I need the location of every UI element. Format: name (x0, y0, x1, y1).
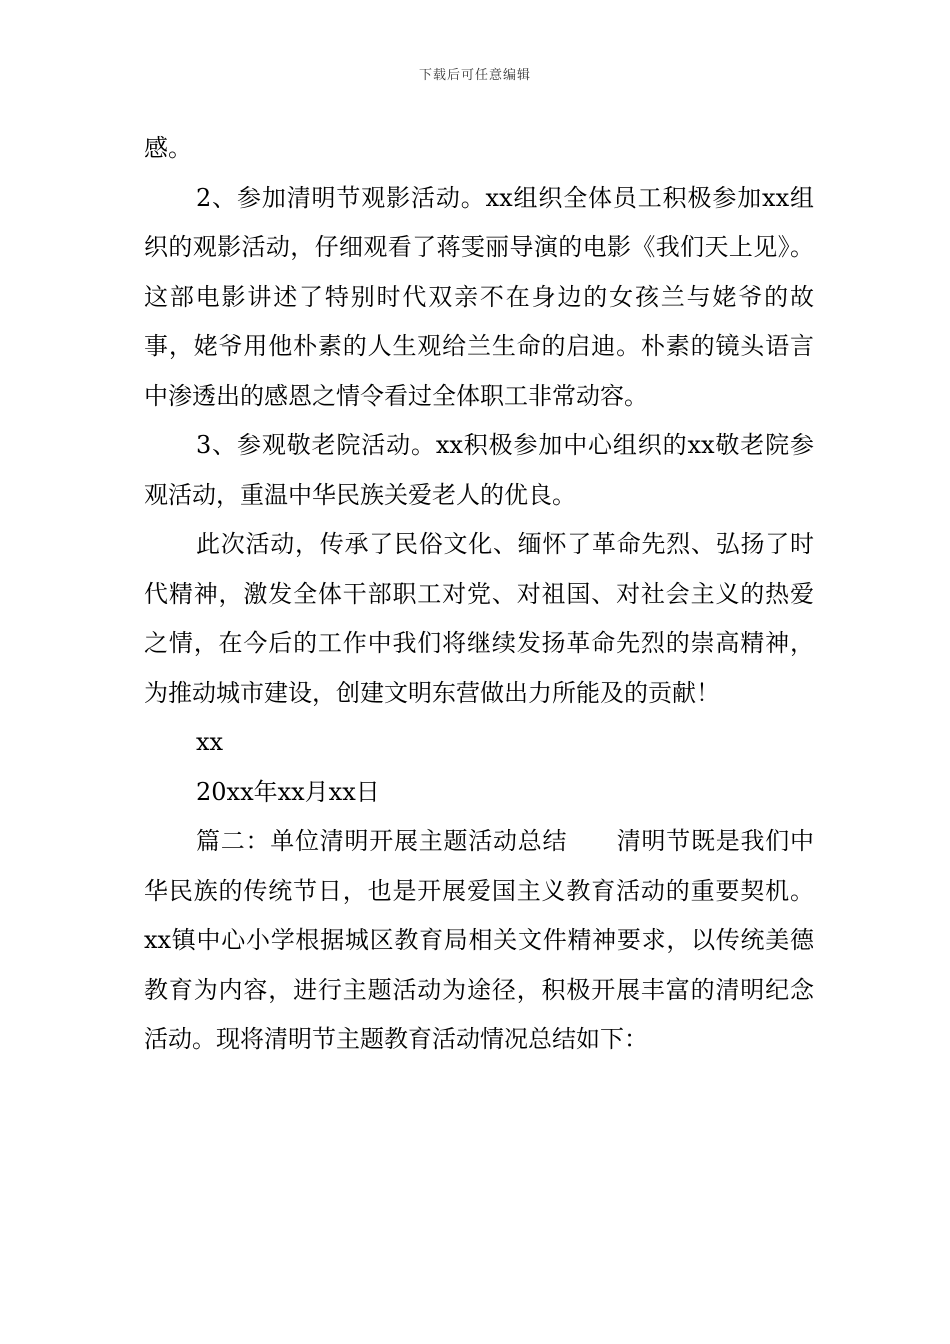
paragraph-conclusion: 此次活动，传承了民俗文化、缅怀了革命先烈、弘扬了时代精神，激发全体干部职工对党、对祖国、对社会主义的热爱之情，在今后的工作中我们将继续发扬革命先烈的崇高精神，为推动城市建设，创建文明东营做出力所能及的贡献！ (144, 530, 814, 707)
paragraph-part-two: 篇二：单位清明开展主题活动总结 清明节既是我们中华民族的传统节日，也是开展爱国主义教育活动的重要契机。xx镇中心小学根据城区教育局相关文件精神要求，以传统美德教育为内容，进行主题活动为途径，积极开展丰富的清明纪念活动。现将清明节主题教育活动情况总结如下： (144, 827, 814, 1053)
signature-date: 20xx年xx月xx日 (196, 777, 380, 806)
document-body (144, 124, 814, 1065)
paragraph-item-3: 3、参观敬老院活动。xx积极参加中心组织的xx敬老院参观活动，重温中华民族关爱老人的优良。 (144, 431, 814, 509)
signature-org: xx (196, 728, 224, 756)
paragraph-continuation: 感。 (144, 134, 192, 162)
page-header-note: 下载后可任意编辑 (418, 68, 531, 83)
paragraph-item-2: 2、参加清明节观影活动。xx组织全体员工积极参加xx组织的观影活动，仔细观看了蒋雯丽导演的电影《我们天上见》。这部电影讲述了特别时代双亲不在身边的女孩兰与姥爷的故事，姥爷用他朴素的人生观给兰生命的启迪。朴素的镜头语言中渗透出的感恩之情令看过全体职工非常动容。 (144, 183, 814, 410)
